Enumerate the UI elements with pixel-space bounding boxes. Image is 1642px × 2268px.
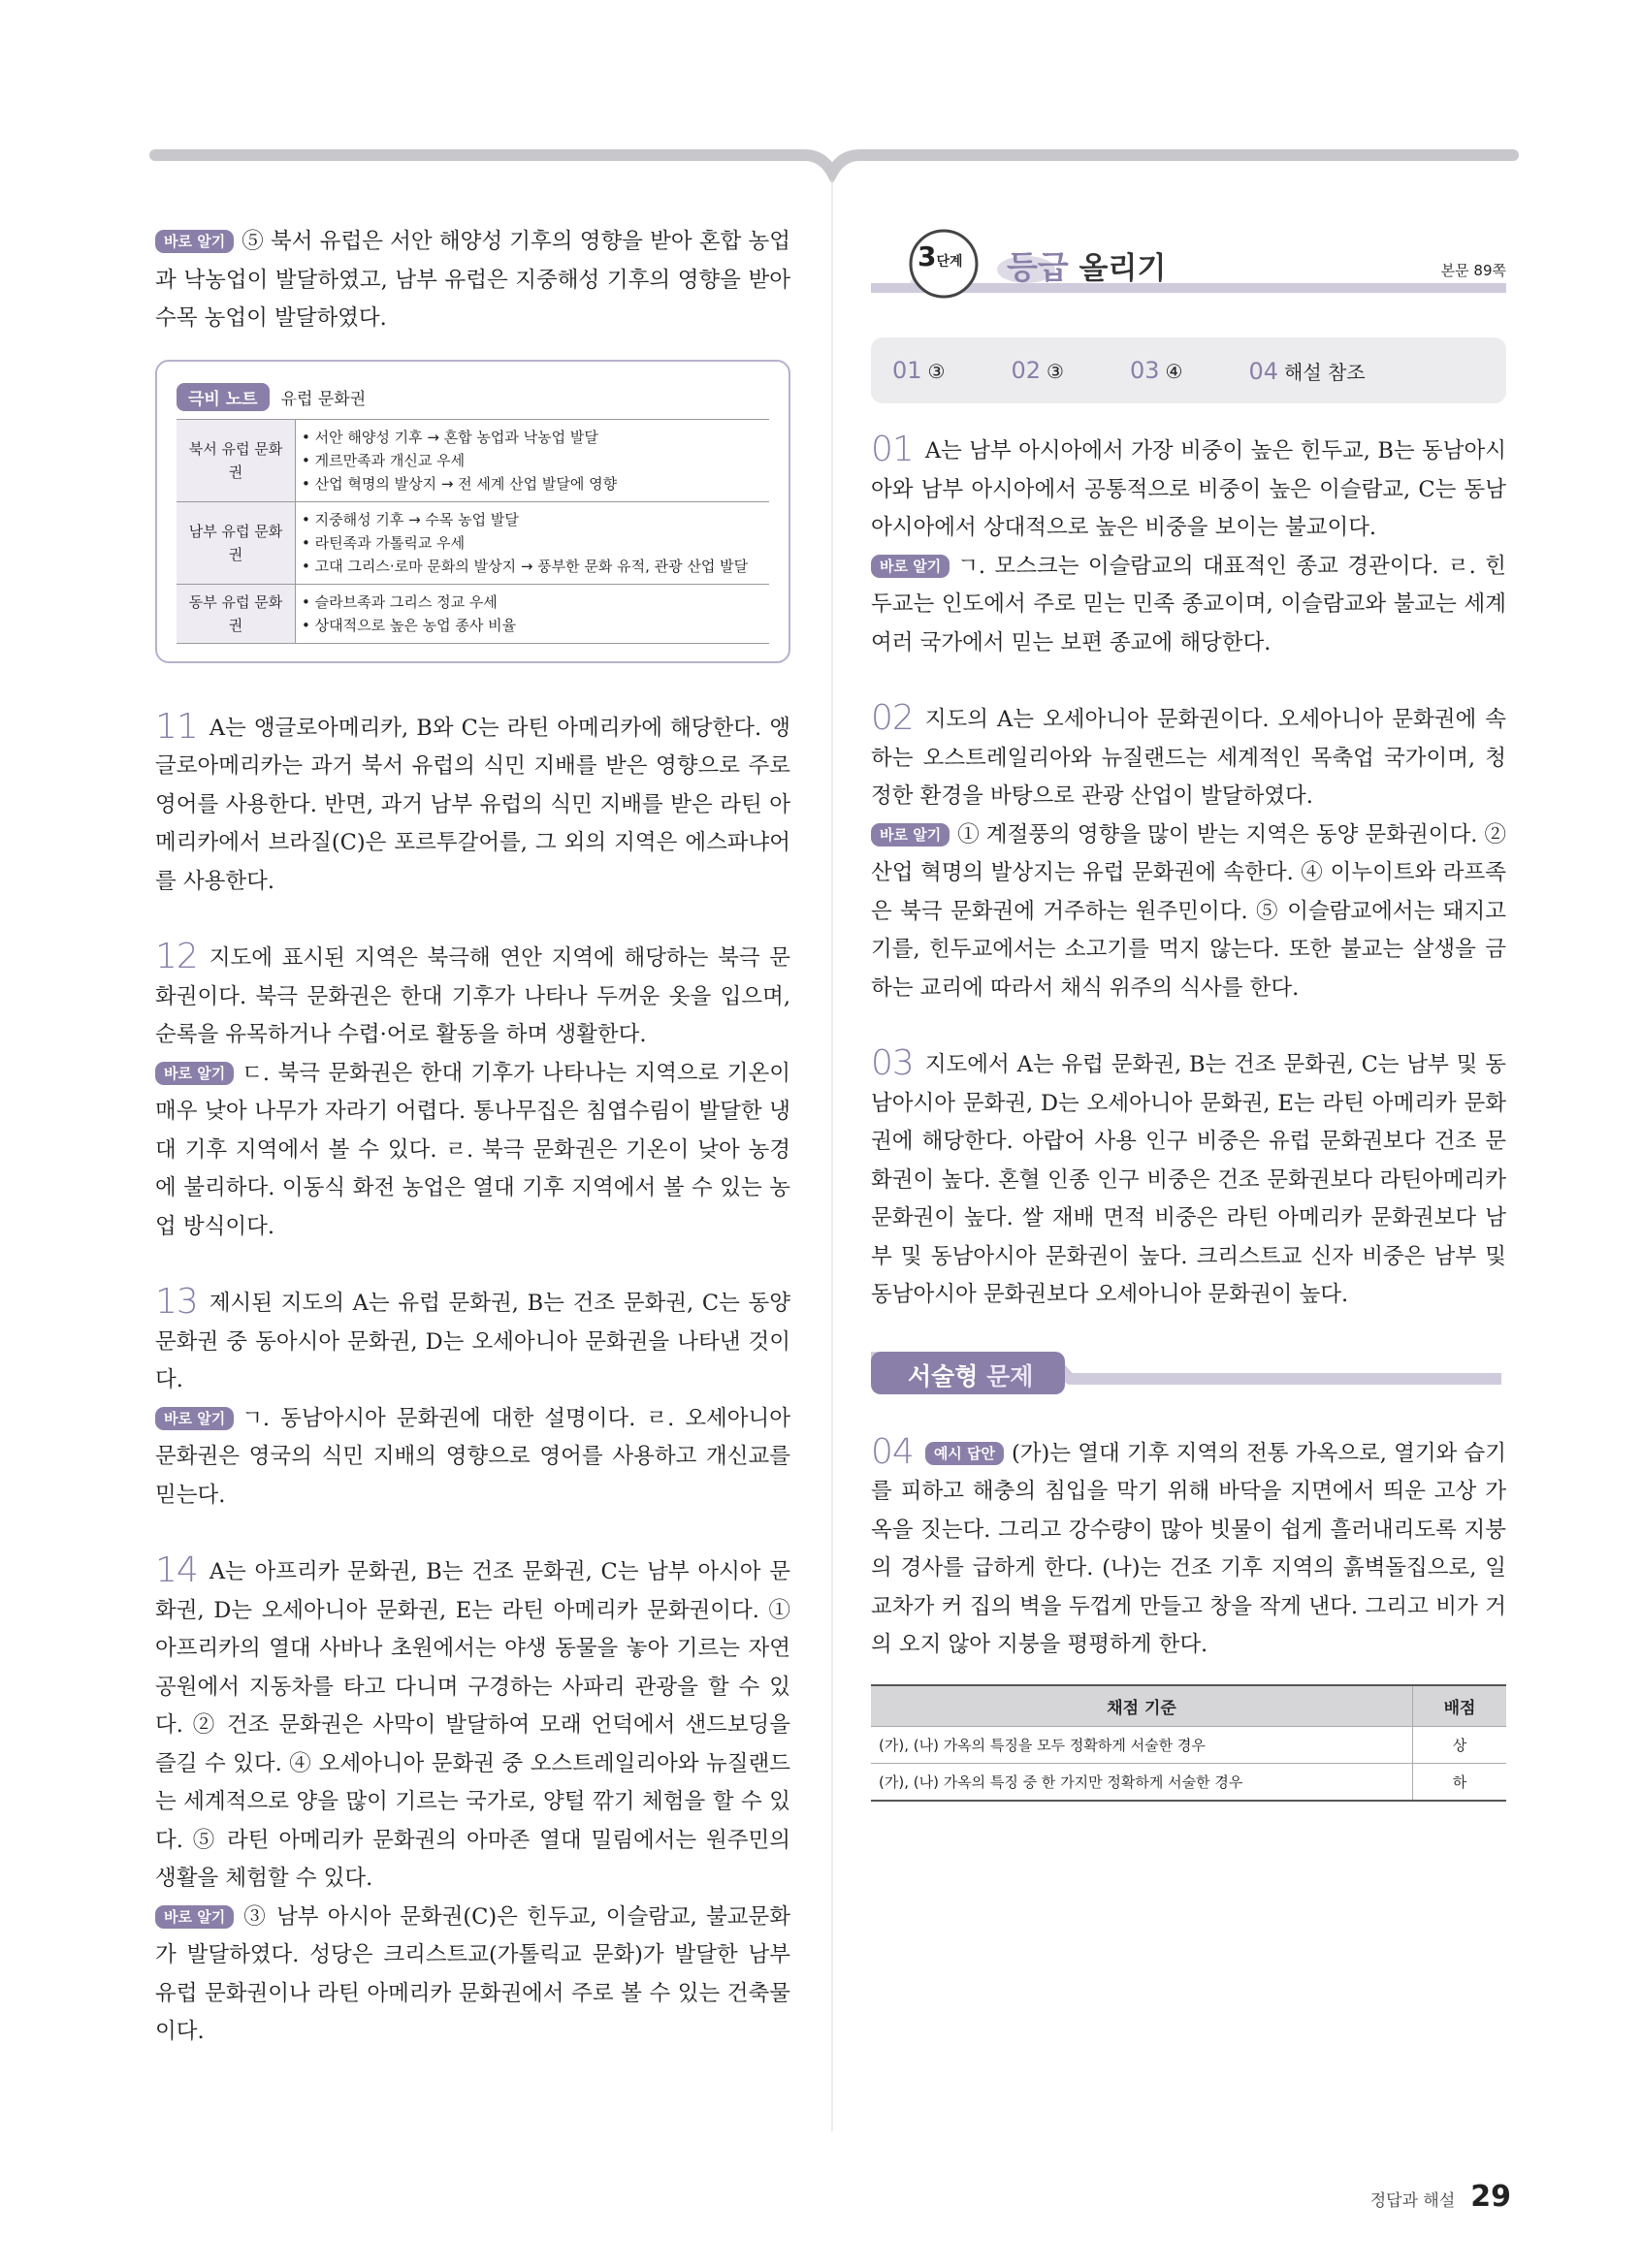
- grade-row: [871, 1763, 1506, 1801]
- answer-note-paragraph: [871, 548, 1506, 663]
- note-region: 북서 유럽 문화권: [177, 419, 296, 501]
- essay-answer: [871, 1433, 1506, 1665]
- explanation-text: A는 아프리카 문화권, B는 건조 문화권, C는 남부 아시아 문화권, D는 오세아니아 문화권, E는 라틴 아메리카 문화권이다. ① 아프리카의 열대 사바나 초원에서는 야생 동물을 놓아 기르는 자연 공원에서 지동차를 타고 다니며 구경하는 사파리 관광을 할 수 있다. ② 건조 문화권은 사막이 발달하여 모래 언덕에서 샌드보딩을 즐길 수 있다. ④ 오세아니아 문화권 중 오스트레일리아와 뉴질랜드는 세계적으로 양을 많이 기르는 국가로, 양털 깎기 체험을 할 수 있다. ⑤ 라틴 아메리카 문화권의 아마존 열대 밀림에서는 원주민의 생활을 체험할 수 있다.: [155, 1559, 790, 1891]
- answer-number: 02: [1011, 357, 1042, 384]
- question-number: 13: [155, 1282, 198, 1322]
- answer-strip: [871, 337, 1506, 403]
- explanation-text: 제시된 지도의 A는 유럽 문화권, B는 건조 문화권, C는 동양 문화권 중 동아시아 문화권, D는 오세아니아 문화권을 나타낸 것이다.: [155, 1291, 790, 1392]
- left-items: [155, 708, 790, 2052]
- level-header-graphic: [871, 223, 1506, 330]
- note-items: [296, 419, 770, 501]
- intro-paragraph: [155, 223, 790, 338]
- answer-note-text: ③ 남부 아시아 문화권(C)은 힌두교, 이슬람교, 불교문화가 발달하였다. 성당은 크리스트교(가톨릭교 문화)가 발달한 남부 유럽 문화권이나 라틴 아메리카 문화권에서 주로 볼 수 있는 건축물이다.: [155, 1903, 790, 2044]
- essay-number: 04: [871, 1431, 914, 1472]
- note-title: 유럽 문화권: [280, 389, 367, 409]
- answer-note-paragraph: [155, 1899, 790, 2052]
- answer-entry: [1011, 357, 1063, 384]
- explanation-paragraph: [155, 1283, 790, 1400]
- answer-note-text: ① 계절풍의 영향을 많이 받는 지역은 동양 문화권이다. ② 산업 혁명의 발상지는 유럽 문화권에 속한다. ④ 이누이트와 라프족은 북극 문화권에 거주하는 원주민이다. ⑤ 이슬람교에서는 돼지고기를, 힌두교에서는 소고기를 먹지 않는다. 또한 불교는 살생을 금하는 교리에 따라서 채식 위주의 식사를 한다.: [871, 821, 1506, 1001]
- note-row: [177, 501, 769, 584]
- grade-row: [871, 1726, 1506, 1763]
- answer-entry: [1130, 357, 1182, 384]
- answer-value: ③: [927, 360, 946, 383]
- answer-note-paragraph: [155, 1400, 790, 1516]
- key-note-box: [155, 360, 790, 663]
- level-title-accent: 등급: [1007, 248, 1069, 286]
- explanation-paragraph: [155, 1551, 790, 1899]
- level-header: [871, 223, 1506, 330]
- explanation-paragraph: [155, 938, 790, 1055]
- answer-key-badge: 바로 알기: [871, 823, 950, 847]
- explanation-text: 지도에서 A는 유럽 문화권, B는 건조 문화권, C는 남부 및 동남아시아 문화권, D는 오세아니아 문화권, E는 라틴 아메리카 문화권에 해당한다. 아랍어 사용 인구 비중은 유럽 문화권보다 건조 문화권이 높다. 혼혈 인종 인구 비중은 건조 문화권보다 라틴아메리카 문화권이 높다. 쌀 재배 면적 비중은 라틴 아메리카 문화권보다 남부 및 동남아시아 문화권이 높다. 크리스트교 신자 비중은 남부 및 동남아시아 문화권보다 오세아니아 문화권이 높다.: [871, 1052, 1506, 1307]
- grade-score: 하: [1413, 1763, 1507, 1801]
- answer-entry: [1248, 357, 1365, 385]
- sample-answer-badge: 예시 답안: [925, 1442, 1004, 1465]
- explanation-item: [155, 1283, 790, 1515]
- intro-text: ⑤ 북서 유럽은 서안 해양성 기후의 영향을 받아 혼합 농업과 낙농업이 발달하였고, 남부 유럽은 지중해성 기후의 영향을 받아 수목 농업이 발달하였다.: [155, 229, 790, 331]
- note-bullet: • 서안 해양성 기후 → 혼합 농업과 낙농업 발달: [302, 428, 598, 446]
- right-items: [871, 431, 1506, 1315]
- essay-title-suffix: 문제: [978, 1361, 1034, 1390]
- note-bullet: • 고대 그리스·로마 문화의 발상지 → 풍부한 문화 유적, 관광 산업 발달: [302, 557, 749, 575]
- note-bullet: • 상대적으로 높은 농업 종사 비율: [302, 616, 517, 634]
- footer-label: 정답과 해설: [1369, 2191, 1456, 2211]
- answer-number: 03: [1129, 357, 1160, 384]
- note-bullet: • 라틴족과 가톨릭교 우세: [302, 533, 466, 552]
- step-number: 3: [918, 240, 937, 272]
- step-unit: 단계: [936, 254, 963, 270]
- essay-text: (가)는 열대 기후 지역의 전통 가옥으로, 열기와 습기를 피하고 해충의 침입을 막기 위해 바닥을 지면에서 띄운 고상 가옥을 짓는다. 그리고 강수량이 많아 빗물이 쉽게 흘러내리도록 지붕의 경사를 급하게 한다. (나)는 건조 기후 지역의 흙벽돌집으로, 일교차가 커 집의 벽을 두껍게 만들고 창을 작게 낸다. 그리고 비가 거의 오지 않아 지붕을 평평하게 한다.: [871, 1440, 1506, 1657]
- textbook-reference: 본문 89쪽: [1440, 262, 1506, 279]
- column-divider: [831, 182, 833, 2131]
- top-divider: [0, 0, 1642, 184]
- explanation-item: [871, 699, 1506, 1007]
- explanation-item: [155, 708, 790, 902]
- explanation-text: A는 남부 아시아에서 가장 비중이 높은 힌두교, B는 동남아시아와 남부 아시아에서 공통적으로 비중이 높은 이슬람교, C는 동남아시아에서 상대적으로 높은 비중을 보이는 불교이다.: [871, 438, 1506, 540]
- question-number: 03: [871, 1043, 914, 1083]
- question-number: 01: [871, 430, 914, 469]
- note-region: 남부 유럽 문화권: [177, 501, 296, 584]
- answer-note-text: ㄱ. 동남아시아 문화권에 대한 설명이다. ㄹ. 오세아니아 문화권은 영국의 식민 지배의 영향으로 영어를 사용하고 개신교를 믿는다.: [155, 1405, 790, 1508]
- answer-note-text: ㄱ. 모스크는 이슬람교의 대표적인 종교 경관이다. ㄹ. 힌두교는 인도에서 주로 믿는 민족 종교이며, 이슬람교와 불교는 세계 여러 국가에서 믿는 보편 종교에 해당한다.: [871, 553, 1506, 655]
- essay-title: 서술형: [908, 1361, 979, 1390]
- explanation-paragraph: [871, 431, 1506, 548]
- answer-note-paragraph: [871, 816, 1506, 1008]
- note-region: 동부 유럽 문화권: [177, 584, 296, 643]
- answer-note-paragraph: [155, 1055, 790, 1247]
- question-number: 12: [155, 937, 198, 976]
- page-footer: [1370, 2180, 1511, 2214]
- left-column: [155, 223, 790, 2089]
- answer-key-badge: 바로 알기: [155, 1407, 234, 1430]
- answer-note-text: ㄷ. 북극 문화권은 한대 기후가 나타나는 지역으로 기온이 매우 낮아 나무가 자라기 어렵다. 통나무집은 침엽수림이 발달한 냉대 기후 지역에서 볼 수 있다. ㄹ. 북극 문화권은 기온이 낮아 농경에 불리하다. 이동식 화전 농업은 열대 기후 지역에서 볼 수 있는 농업 방식이다.: [155, 1060, 790, 1239]
- answer-value: ④: [1165, 360, 1183, 383]
- answer-number: 01: [892, 357, 922, 384]
- explanation-item: [155, 1551, 790, 2052]
- grading-table: [871, 1684, 1506, 1802]
- answer-number: 04: [1248, 357, 1278, 385]
- explanation-text: 지도에 표시된 지역은 북극해 연안 지역에 해당하는 북극 문화권이다. 북극 문화권은 한대 기후가 나타나 두꺼운 옷을 입으며, 순록을 유목하거나 수렵·어로 활동을 하며 생활한다.: [155, 945, 790, 1047]
- answer-key-badge: 바로 알기: [155, 1905, 234, 1929]
- note-row: [177, 419, 769, 501]
- grade-header-criteria: 채점 기준: [871, 1685, 1413, 1727]
- page-number: 29: [1470, 2180, 1511, 2214]
- note-bullet: • 슬라브족과 그리스 정교 우세: [302, 592, 498, 611]
- note-items: [296, 584, 770, 643]
- answer-value: ③: [1046, 360, 1064, 383]
- grade-score: 상: [1413, 1726, 1507, 1763]
- explanation-text: A는 앵글로아메리카, B와 C는 라틴 아메리카에 해당한다. 앵글로아메리카는 과거 북서 유럽의 식민 지배를 받은 영향으로 주로 영어를 사용한다. 반면, 과거 남부 유럽의 식민 지배를 받은 라틴 아메리카에서 브라질(C)은 포르투갈어를, 그 외의 지역은 에스파냐어를 사용한다.: [155, 715, 790, 894]
- explanation-item: [871, 1044, 1506, 1315]
- essay-header: [871, 1352, 1506, 1410]
- grade-criteria: (가), (나) 가옥의 특징을 모두 정확하게 서술한 경우: [871, 1726, 1413, 1763]
- question-number: 14: [155, 1550, 198, 1590]
- explanation-paragraph: [155, 708, 790, 902]
- grade-criteria: (가), (나) 가옥의 특징 중 한 가지만 정확하게 서술한 경우: [871, 1763, 1413, 1801]
- note-bullet: • 지중해성 기후 → 수목 농업 발달: [302, 510, 519, 528]
- note-bullet: • 산업 혁명의 발상지 → 전 세계 산업 발달에 영향: [302, 474, 618, 493]
- note-row: [177, 584, 769, 643]
- answer-key-badge: 바로 알기: [155, 1062, 234, 1085]
- answer-entry: [892, 357, 945, 384]
- note-bullet: • 게르만족과 개신교 우세: [302, 451, 466, 469]
- answer-value: 해설 참조: [1284, 360, 1366, 384]
- note-tag: 극비 노트: [177, 383, 270, 411]
- question-number: 02: [871, 698, 914, 738]
- explanation-item: [155, 938, 790, 1246]
- explanation-paragraph: [871, 1044, 1506, 1315]
- grade-header-score: 배점: [1413, 1685, 1507, 1727]
- answer-key-badge: 바로 알기: [871, 555, 950, 578]
- explanation-item: [871, 431, 1506, 662]
- explanation-paragraph: [871, 699, 1506, 816]
- note-items: [296, 501, 770, 584]
- level-title: 올리기: [1068, 251, 1167, 286]
- question-number: 11: [155, 706, 198, 747]
- note-table: [177, 419, 769, 644]
- explanation-text: 지도의 A는 오세아니아 문화권이다. 오세아니아 문화권에 속하는 오스트레일리아와 뉴질랜드는 세계적인 목축업 국가이며, 청정한 환경을 바탕으로 관광 산업이 발달하였다.: [871, 707, 1506, 809]
- right-column: [871, 223, 1506, 1802]
- answer-key-badge: 바로 알기: [155, 230, 234, 253]
